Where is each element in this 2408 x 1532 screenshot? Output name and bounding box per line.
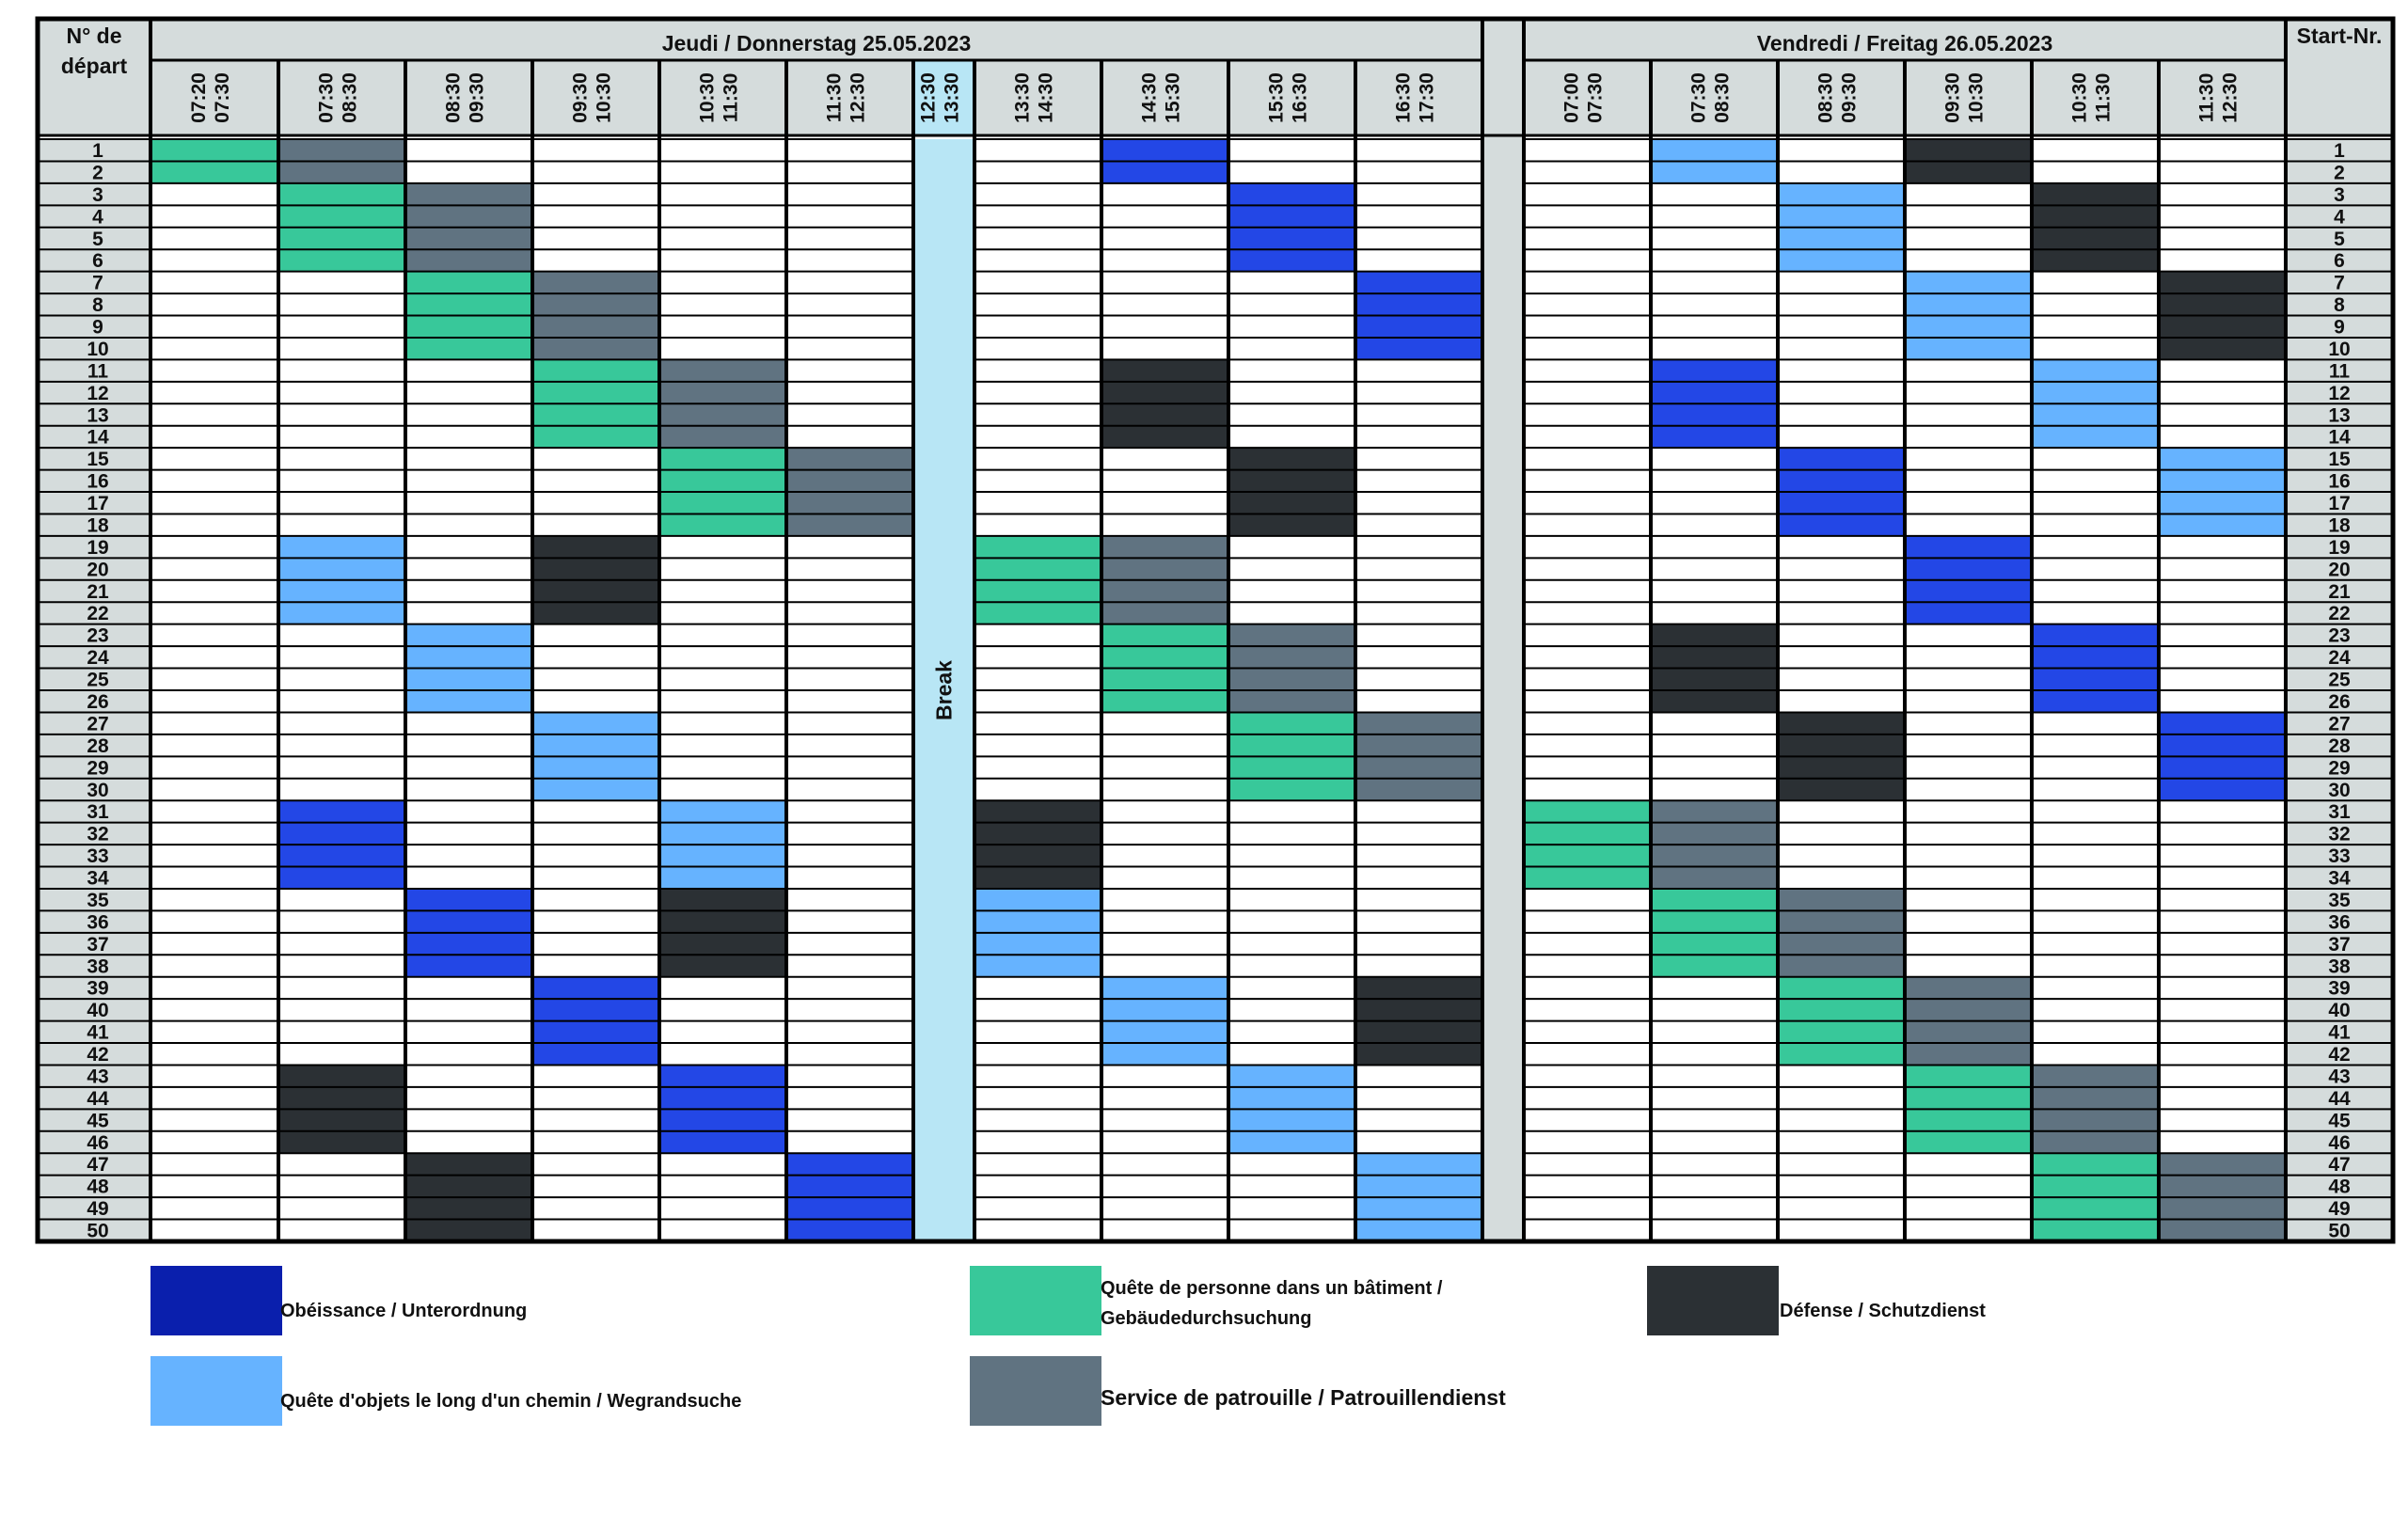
- start-number-right: 30: [2328, 779, 2351, 801]
- start-number-left: 3: [92, 183, 103, 206]
- start-number-left: 34: [87, 867, 109, 890]
- start-number-right: 46: [2328, 1131, 2351, 1154]
- day1-slot-start: 07:20: [188, 72, 210, 123]
- start-number-right: 13: [2328, 404, 2351, 427]
- start-number-left: 13: [87, 404, 109, 427]
- day2-slot-start: 07:30: [1687, 72, 1710, 123]
- legend-label-line: Défense / Schutzdienst: [1780, 1301, 1986, 1321]
- legend-swatch-O: [150, 1266, 282, 1335]
- start-number-right: 15: [2328, 449, 2351, 471]
- day2-slot-end: 07:30: [1584, 72, 1607, 123]
- day1-slot-start: 16:30: [1392, 72, 1415, 123]
- day1-slot-end: 10:30: [593, 72, 615, 123]
- start-number-right: 42: [2328, 1044, 2351, 1066]
- start-number-right: 20: [2328, 559, 2351, 581]
- day1-slot-end: 09:30: [466, 72, 488, 123]
- start-number-right: 10: [2328, 338, 2351, 360]
- day1-title: Jeudi / Donnerstag 25.05.2023: [661, 31, 972, 55]
- start-number-left: 4: [92, 206, 103, 229]
- start-number-right: 9: [2334, 316, 2345, 339]
- start-number-left: 20: [87, 559, 109, 581]
- start-number-left: 37: [87, 933, 109, 956]
- start-number-left: 15: [87, 449, 109, 471]
- start-number-left: 33: [87, 845, 109, 868]
- start-number-left: 16: [87, 470, 109, 493]
- start-number-left: 46: [87, 1131, 109, 1154]
- start-number-left: 50: [87, 1220, 109, 1242]
- start-number-header-fr: N° de: [66, 24, 122, 48]
- start-number-right: 16: [2328, 470, 2351, 493]
- start-number-left: 48: [87, 1176, 109, 1198]
- start-number-right: 34: [2328, 867, 2351, 890]
- legend-swatch-W: [150, 1356, 282, 1426]
- start-number-left: 6: [92, 250, 103, 273]
- start-number-left: 39: [87, 977, 109, 1000]
- start-number-left: 43: [87, 1066, 109, 1088]
- day2-slot-end: 12:30: [2219, 72, 2242, 123]
- start-number-left: 2: [92, 162, 103, 184]
- start-number-right: 37: [2328, 933, 2351, 956]
- day1-slot-start: 09:30: [569, 72, 592, 123]
- start-number-left: 27: [87, 713, 109, 735]
- start-number-right: 43: [2328, 1066, 2351, 1088]
- day2-slot-end: 09:30: [1838, 72, 1861, 123]
- start-number-left: 26: [87, 691, 109, 713]
- start-number-header-fr: départ: [60, 54, 128, 78]
- start-number-right: 18: [2328, 514, 2351, 537]
- start-number-right: 12: [2328, 382, 2351, 404]
- start-number-right: 22: [2328, 603, 2351, 625]
- start-number-left: 19: [87, 536, 109, 559]
- start-number-left: 18: [87, 514, 109, 537]
- start-number-right: 17: [2328, 493, 2351, 515]
- start-number-right: 1: [2334, 140, 2345, 162]
- start-number-right: 14: [2328, 426, 2351, 449]
- start-number-left: 17: [87, 493, 109, 515]
- start-number-left: 36: [87, 911, 109, 934]
- day1-slot-start: 12:30: [917, 72, 940, 123]
- start-number-right: 4: [2334, 206, 2345, 229]
- day1-slot-end: 11:30: [720, 72, 742, 123]
- start-number-right: 38: [2328, 956, 2351, 978]
- day2-slot-start: 07:00: [1560, 72, 1583, 123]
- start-number-left: 24: [87, 647, 109, 670]
- start-number-left: 49: [87, 1198, 109, 1221]
- start-number-right: 2: [2334, 162, 2345, 184]
- day1-slot-start: 13:30: [1011, 72, 1034, 123]
- start-number-left: 42: [87, 1044, 109, 1066]
- legend-label-line: Service de patrouille / Patrouillendienst: [1101, 1385, 1506, 1410]
- start-number-right: 39: [2328, 977, 2351, 1000]
- start-number-right: 11: [2328, 360, 2351, 383]
- day2-slot-end: 08:30: [1711, 72, 1734, 123]
- start-number-left: 10: [87, 338, 109, 360]
- start-number-right: 28: [2328, 734, 2351, 757]
- start-number-left: 45: [87, 1110, 109, 1132]
- start-number-left: 12: [87, 382, 109, 404]
- start-number-right: 26: [2328, 691, 2351, 713]
- start-number-right: 23: [2328, 624, 2351, 647]
- day2-slot-end: 11:30: [2092, 72, 2115, 123]
- legend-swatch-Q: [970, 1266, 1101, 1335]
- start-number-right: 36: [2328, 911, 2351, 934]
- start-number-left: 22: [87, 603, 109, 625]
- start-number-right: 5: [2334, 228, 2345, 250]
- legend-label-P: [1101, 1382, 1506, 1413]
- start-number-right: 41: [2328, 1021, 2351, 1044]
- start-number-left: 30: [87, 779, 109, 801]
- start-number-right: 35: [2328, 889, 2351, 911]
- start-number-left: 32: [87, 823, 109, 845]
- start-number-right: 44: [2328, 1087, 2351, 1110]
- legend-label-line: Quête d'objets le long d'un chemin / Wegrandsuche: [280, 1391, 742, 1412]
- day1-slot-end: 14:30: [1035, 72, 1057, 123]
- start-number-right: 31: [2328, 801, 2351, 824]
- start-number-right: 7: [2334, 272, 2345, 294]
- start-number-left: 9: [92, 316, 103, 339]
- start-number-right: 40: [2328, 1000, 2351, 1022]
- start-number-left: 14: [87, 426, 109, 449]
- start-number-right: 3: [2334, 183, 2345, 206]
- day2-slot-start: 09:30: [1941, 72, 1964, 123]
- start-number-left: 25: [87, 669, 109, 691]
- day2-slot-start: 11:30: [2195, 72, 2218, 123]
- legend-label-D: [1780, 1296, 1986, 1326]
- start-number-left: 38: [87, 956, 109, 978]
- start-number-right: 49: [2328, 1198, 2351, 1221]
- start-number-right: 21: [2328, 580, 2351, 603]
- legend-label-O: [280, 1296, 527, 1326]
- start-number-left: 41: [87, 1021, 109, 1044]
- day2-slot-start: 10:30: [2068, 72, 2091, 123]
- legend-swatch-D: [1647, 1266, 1779, 1335]
- day2-slot-end: 10:30: [1965, 72, 1988, 123]
- legend-label-W: [280, 1386, 741, 1416]
- start-number-left: 21: [87, 580, 109, 603]
- break-label: Break: [931, 660, 957, 720]
- start-number-right: 29: [2328, 757, 2351, 780]
- day-separator-column: [1482, 19, 1524, 1241]
- day1-slot-end: 07:30: [212, 72, 233, 123]
- start-number-left: 35: [87, 889, 109, 911]
- day1-slot-start: 15:30: [1265, 72, 1288, 123]
- start-number-header-de: Start-Nr.: [2296, 24, 2383, 48]
- start-number-right: 27: [2328, 713, 2351, 735]
- start-number-right: 19: [2328, 536, 2351, 559]
- day1-slot-end: 15:30: [1162, 72, 1184, 123]
- day1-slot-start: 11:30: [823, 72, 846, 123]
- legend-label-Q: [1101, 1273, 1442, 1334]
- day1-slot-end: 13:30: [941, 72, 963, 123]
- start-number-right: 47: [2328, 1154, 2351, 1177]
- start-number-right: 45: [2328, 1110, 2351, 1132]
- day1-slot-end: 08:30: [339, 72, 361, 123]
- start-number-right: 48: [2328, 1176, 2351, 1198]
- day1-slot-start: 07:30: [315, 72, 338, 123]
- legend-label-line: Obéissance / Unterordnung: [280, 1301, 528, 1321]
- start-number-left: 5: [92, 228, 103, 250]
- start-number-right: 24: [2328, 647, 2351, 670]
- day1-slot-start: 14:30: [1138, 72, 1161, 123]
- start-number-right: 25: [2328, 669, 2351, 691]
- start-number-left: 8: [92, 294, 103, 317]
- start-number-right: 33: [2328, 845, 2351, 868]
- day2-title: Vendredi / Freitag 26.05.2023: [1756, 31, 2053, 55]
- start-number-right: 50: [2328, 1220, 2351, 1242]
- start-number-right: 6: [2334, 250, 2345, 273]
- start-number-left: 44: [87, 1087, 109, 1110]
- legend-label-line: Quête de personne dans un bâtiment /: [1101, 1278, 1443, 1299]
- day1-slot-start: 10:30: [696, 72, 719, 123]
- start-number-left: 7: [92, 272, 103, 294]
- day1-slot-end: 17:30: [1416, 72, 1438, 123]
- start-number-left: 47: [87, 1154, 109, 1177]
- start-number-left: 23: [87, 624, 109, 647]
- day1-slot-end: 12:30: [847, 72, 869, 123]
- legend-swatch-P: [970, 1356, 1101, 1426]
- start-number-left: 40: [87, 1000, 109, 1022]
- start-number-left: 11: [87, 360, 109, 383]
- day2-slot-start: 08:30: [1814, 72, 1837, 123]
- day1-slot-end: 16:30: [1289, 72, 1311, 123]
- start-number-right: 8: [2334, 294, 2345, 317]
- start-number-right: 32: [2328, 823, 2351, 845]
- start-number-left: 31: [87, 801, 109, 824]
- start-number-left: 1: [92, 140, 103, 162]
- start-number-left: 28: [87, 734, 109, 757]
- legend-label-line: Gebäudedurchsuchung: [1101, 1308, 1312, 1329]
- day1-slot-start: 08:30: [442, 72, 465, 123]
- start-number-left: 29: [87, 757, 109, 780]
